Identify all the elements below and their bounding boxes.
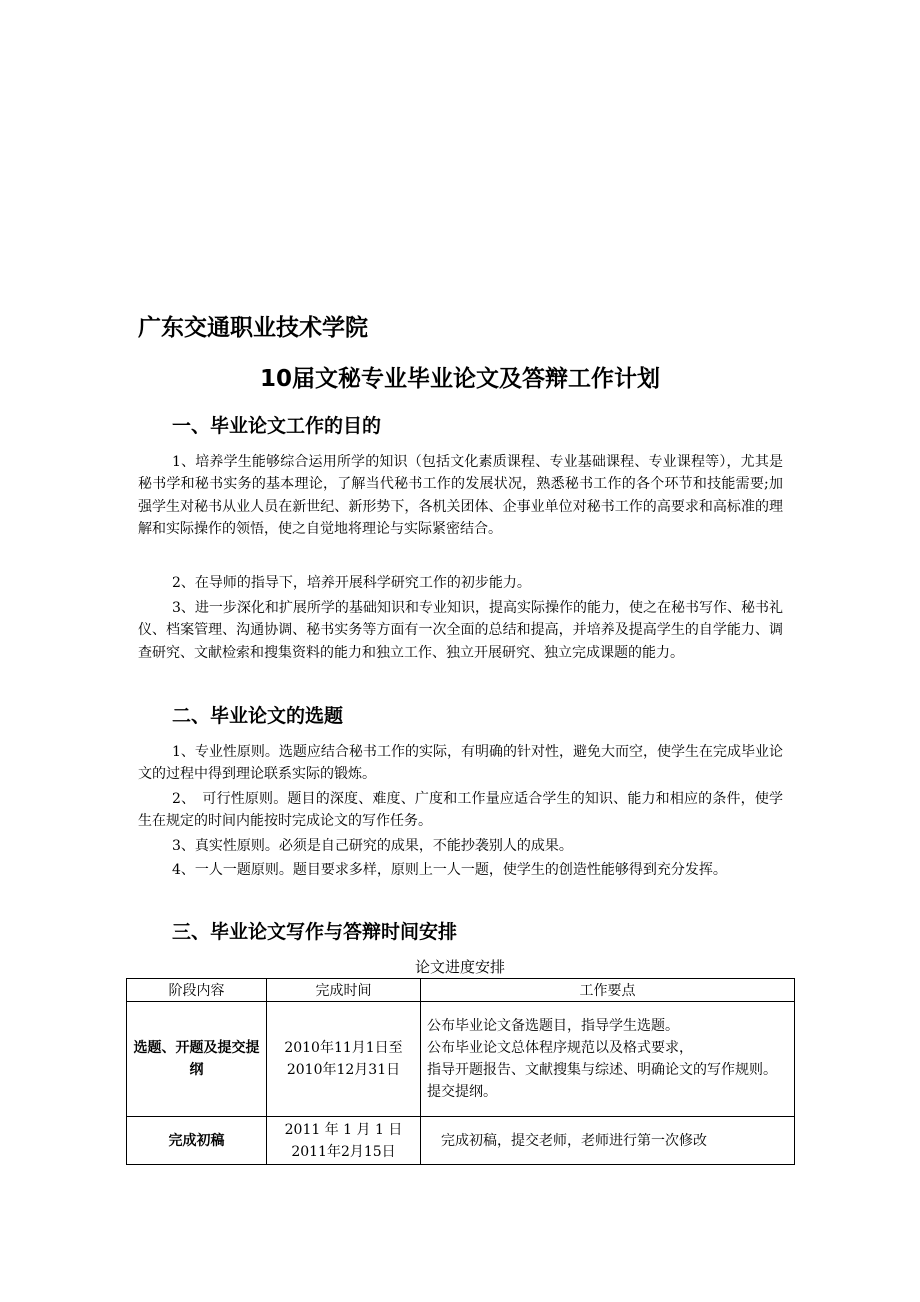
points-cell [421, 1117, 795, 1165]
section2-heading: 二、毕业论文的选题 [172, 705, 344, 727]
stage-cell: 完成初稿 [127, 1117, 267, 1165]
section1-paragraph-2: 2、在导师的指导下，培养开展科学研究工作的初步能力。 [172, 575, 531, 591]
section3-heading: 三、毕业论文写作与答辩时间安排 [172, 921, 458, 943]
table-caption: 论文进度安排 [414, 958, 505, 976]
document-title: 10届文秘专业毕业论文及答辩工作计划 [259, 366, 660, 392]
points-cell [421, 1002, 795, 1117]
section2-paragraph-4: 4、一人一题原则。题目要求多样，原则上一人一题，使学生的创造性能够得到充分发挥。 [172, 862, 727, 878]
header-points: 工作要点 [421, 979, 795, 1002]
stage-cell: 选题、开题及提交提纲 [127, 1002, 267, 1117]
table-header-row [127, 979, 795, 1002]
time-cell [267, 1002, 421, 1117]
time-line: 2011 年 1 月 1 日 [284, 1121, 403, 1138]
time-line: 2010年11月1日至 [284, 1040, 403, 1056]
section2-paragraph-2: 2、 可行性原则。题目的深度、难度、广度和工作量应适合学生的知识、能力和相应的条件，使学生在规定的时间内能按时完成论文的写作任务。 [138, 791, 783, 830]
points-line: 公布毕业论文总体程序规范以及格式要求， [427, 1040, 693, 1056]
time-cell [267, 1117, 421, 1165]
time-line: 2011年2月15日 [291, 1143, 396, 1160]
table-row [127, 1117, 795, 1165]
section2-paragraph-1: 1、专业性原则。选题应结合秘书工作的实际，有明确的针对性，避免大而空，使学生在完成毕业论文的过程中得到理论联系实际的锻炼。 [138, 744, 783, 783]
section1-paragraph-1: 1、培养学生能够综合运用所学的知识（包括文化素质课程、专业基础课程、专业课程等），尤其是秘书学和秘书实务的基本理论，了解当代秘书工作的发展状况，熟悉秘书工作的各个环节和技能需要;加强学生对秘书从业人员在新世纪、新形势下，各机关团体、企事业单位对秘书工作的高要求和高标准的理解和实际操作的领悟，使之自觉地将理论与实际紧密结合。 [138, 454, 783, 538]
table-row [127, 1002, 795, 1117]
progress-table [126, 978, 795, 1165]
section2-paragraph-3: 3、真实性原则。必须是自己研究的成果，不能抄袭别人的成果。 [172, 838, 573, 854]
section1-paragraph-3: 3、进一步深化和扩展所学的基础知识和专业知识，提高实际操作的能力，使之在秘书写作、秘书礼仪、档案管理、沟通协调、秘书实务等方面有一次全面的总结和提高，并培养及提高学生的自学能力、调查研究、文献检索和搜集资料的能力和独立工作、独立开展研究、独立完成课题的能力。 [138, 600, 783, 661]
header-stage: 阶段内容 [127, 979, 267, 1002]
institution-name: 广东交通职业技术学院 [138, 315, 368, 341]
header-time: 完成时间 [267, 979, 421, 1002]
points-line: 完成初稿，提交老师，老师进行第一次修改 [427, 1132, 707, 1149]
points-line: 指导开题报告、文献搜集与综述、明确论文的写作规则。提交提纲。 [427, 1062, 777, 1100]
section1-heading: 一、毕业论文工作的目的 [172, 415, 382, 437]
points-line: 公布毕业论文备选题目，指导学生选题。 [427, 1018, 679, 1034]
time-line: 2010年12月31日 [286, 1062, 401, 1078]
